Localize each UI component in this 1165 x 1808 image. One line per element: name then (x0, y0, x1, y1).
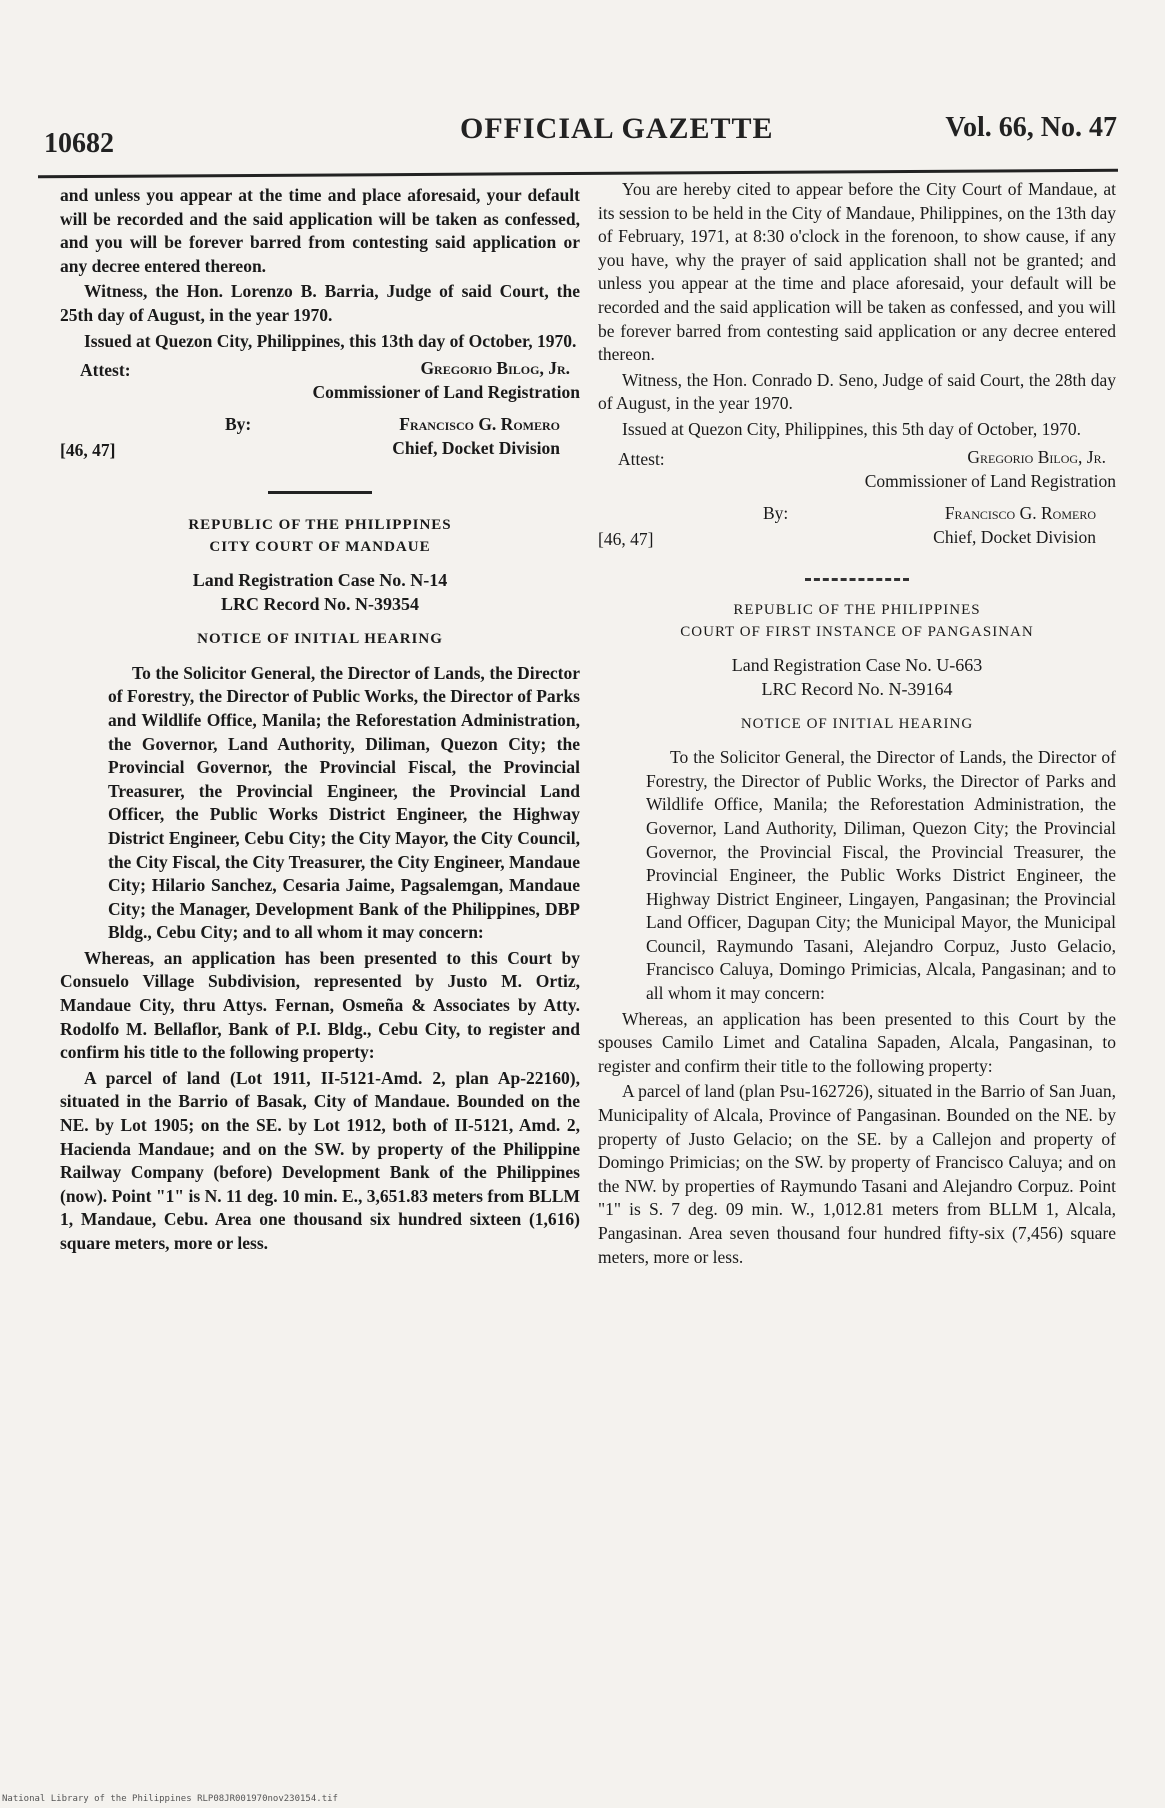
right-column (598, 178, 1116, 1271)
right-signature-block (598, 446, 1116, 570)
addressees-paragraph: To the Solicitor General, the Director of Lands, the Director of Forestry, the Director of Public Works, the Director of Parks and Wildlife Office, Manila; the Reforestation Administration, the Governor, Land Authority, Diliman, Quezon City; the Provincial Governor, the Provincial Fiscal, the Provincial Treasurer, the Provincial Engineer, the Public Works District Engineer, the Highway District Engineer, Lingayen, Pangasinan; the Provincial Land Officer, Dagupan City; the Municipal Mayor, the Municipal Council, Raymundo Tasani, Alejandro Corpuz, Justo Gelacio, Francisco Caluya, Domingo Primicias, Alcala, Pangasinan; and to all whom it may concern: (646, 747, 1116, 1004)
court-caption: COURT OF FIRST INSTANCE OF PANGASINAN (680, 623, 1034, 640)
section-divider (268, 491, 372, 494)
addressees-paragraph: To the Solicitor General, the Director of Lands, the Director of Forestry, the Director of Public Works, the Director of Parks and Wildlife Office, Manila; the Reforestation Administration, the Governor, Land Authority, Diliman, Quezon City; the Provincial Governor, the Provincial Fiscal, the Provincial Treasurer, the Provincial Engineer, the Provincial Land Officer, the Public Works District Engineer, the Highway District Engineer, Cebu City; the City Mayor, the City Council, the City Fiscal, the City Treasurer, the City Engineer, Mandaue City; Hilario Sanchez, Cesaria Jaime, Pagsalemgan, Mandaue City; the Manager, Development Bank of the Philippines, DBP Bldg., Cebu City; and to all whom it may concern: (108, 662, 580, 943)
header-rule (38, 169, 1118, 179)
docket-number: [46, 47] (598, 528, 654, 549)
commissioner-title: Commissioner of Land Registration (864, 470, 1116, 491)
republic-caption: REPUBLIC OF THE PHILIPPINES (188, 517, 452, 534)
property-description: A parcel of land (Lot 1911, II-5121-Amd. 2, plan Ap-22160), situated in the Barrio of Basak, City of Mandaue. Bounded on the NE. by Lot 1905; on the SE. by Lot 1912, both of II-5121, Amd. 2, Hacienda Mandaue; and on the SW. by property of the Philippine Railway Company (before) Development Bank of the Philippines (now). Point "1" is N. 11 deg. 10 min. E., 3,651.83 meters from BLLM 1, Mandaue, Cebu. Area one thousand six hundred sixteen (1,616) square meters, more or less. (60, 1067, 580, 1253)
docket-number: [46, 47] (60, 440, 116, 461)
whereas-paragraph: Whereas, an application has been presented to this Court by the spouses Camilo Limet and Catalina Sapaden, Alcala, Pangasinan, to register and confirm their title to the following property: (598, 1008, 1116, 1076)
attest-label: Attest: (618, 448, 665, 469)
docket-chief-title: Chief, Docket Division (392, 438, 560, 459)
attest-label: Attest: (80, 360, 131, 381)
whereas-paragraph: Whereas, an application has been presented to this Court by Consuelo Village Subdivision, represented by Justo M. Ortiz, Mandaue City, thru Attys. Fernan, Osmeña & Associates by Atty. Rodolfo M. Bellaflor, Bank of P.I. Bldg., Cebu City, to register and confirm his title to the following property: (60, 947, 580, 1063)
notice-heading: NOTICE OF INITIAL HEARING (197, 631, 443, 648)
commissioner-title: Commissioner of Land Registration (312, 382, 580, 403)
notice-heading: NOTICE OF INITIAL HEARING (740, 715, 974, 732)
republic-caption: REPUBLIC OF THE PHILIPPINES (733, 601, 981, 618)
gazette-title: OFFICIAL GAZETTE (460, 112, 774, 145)
case-number: Land Registration Case No. N-14 (192, 570, 448, 591)
right-issued-paragraph: Issued at Quezon City, Philippines, this 5th day of October, 1970. (622, 418, 1081, 439)
left-column (60, 184, 580, 1258)
lrc-record-number: LRC Record No. N-39164 (761, 678, 953, 699)
right-paragraph-1: You are hereby cited to appear before the City Court of Mandaue, at its session to be held in the City of Mandaue, Philippines, on the 13th day of February, 1971, at 8:30 o'clock in the forenoon, to show cause, if any you have, why the prayer of said application shall not be granted; and unless you appear at the time and place aforesaid, your default will be recorded and the said application will be taken as confessed, and you will be forever barred from contesting said application or any decree entered thereon. (598, 179, 1116, 365)
left-witness-paragraph: Witness, the Hon. Lorenzo B. Barria, Judge of said Court, the 25th day of August, in the year 1970. (60, 281, 580, 325)
right-witness-paragraph: Witness, the Hon. Conrado D. Seno, Judge of said Court, the 28th day of August, in the year 1970. (598, 369, 1116, 414)
docket-chief-name: Francisco G. Romero (944, 502, 1096, 523)
left-paragraph-1: and unless you appear at the time and place aforesaid, your default will be recorded and the said application will be taken as confessed, and you will be forever barred from contesting said application or any decree entered thereon. (60, 185, 580, 276)
property-description: A parcel of land (plan Psu-162726), situated in the Barrio of San Juan, Municipality of Alcala, Province of Pangasinan. Bounded on the NE. by property of Justo Gelacio; on the SE. by a Callejon and property of Domingo Primicias; on the SW. by property of Francisco Caluya; and on the NW. by properties of Raymundo Tasani and Alejandro Corpuz. Point "1" is S. 7 deg. 09 min. W., 1,012.81 meters from BLLM 1, Alcala, Pangasinan. Area seven thousand four hundred fifty-six (7,456) square meters, more or less. (598, 1081, 1116, 1267)
case-number: Land Registration Case No. U-663 (731, 654, 983, 675)
commissioner-name: Gregorio Bilog, Jr. (420, 358, 570, 379)
court-caption: CITY COURT OF MANDAUE (209, 539, 431, 556)
lrc-record-number: LRC Record No. N-39354 (221, 594, 419, 615)
by-label: By: (225, 414, 252, 435)
left-signature-block (60, 357, 580, 481)
commissioner-name: Gregorio Bilog, Jr. (967, 446, 1106, 467)
by-label: By: (763, 502, 789, 523)
page-number: 10682 (44, 128, 114, 159)
docket-chief-title: Chief, Docket Division (933, 526, 1096, 547)
docket-chief-name: Francisco G. Romero (399, 414, 560, 435)
volume-label: Vol. 66, No. 47 (945, 112, 1117, 143)
section-divider (805, 578, 909, 581)
scan-footer: National Library of the Philippines RLP08JR001970nov230154.tif (2, 1794, 338, 1804)
left-issued-paragraph: Issued at Quezon City, Philippines, this 13th day of October, 1970. (84, 330, 577, 351)
